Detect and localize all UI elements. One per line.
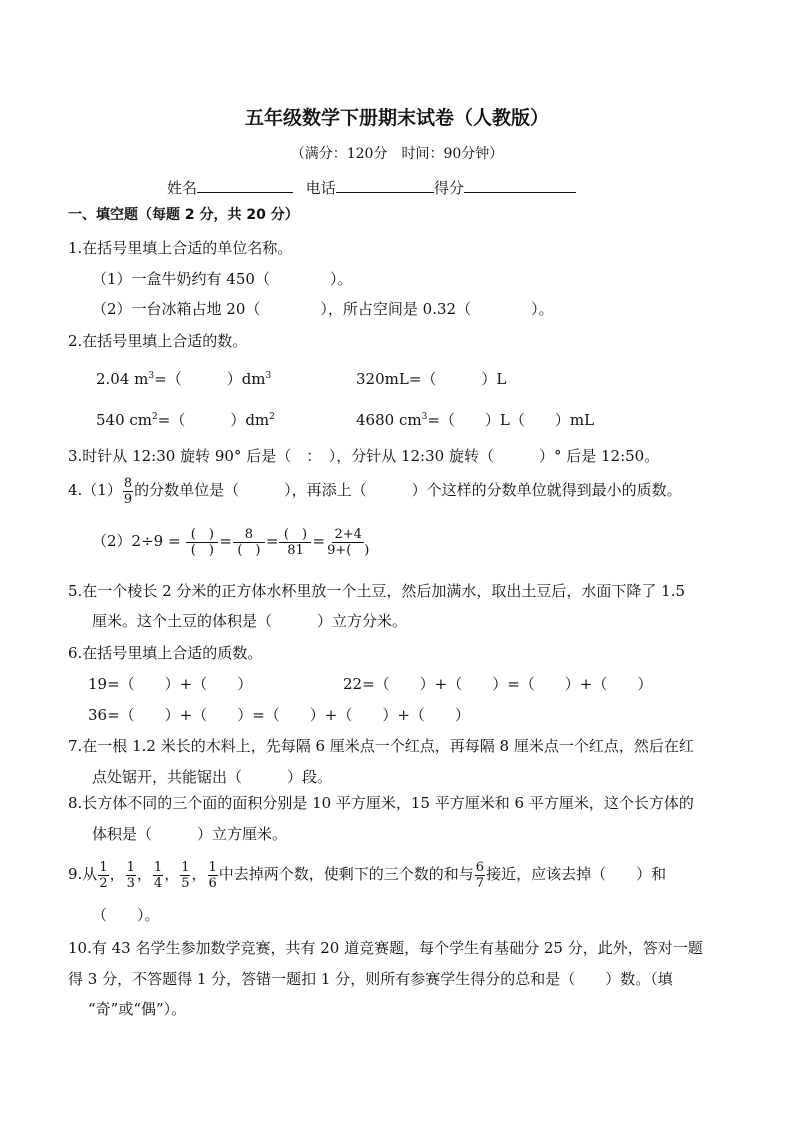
section-heading: 一、填空题（每题 2 分，共 20 分） xyxy=(68,207,299,223)
question-9-line-2: （ ）。 xyxy=(92,906,160,924)
question-6-item-22: 22=（ ）+（ ）=（ ）+（ ） xyxy=(343,675,653,693)
fraction-blank-1: ( ) ( ) xyxy=(186,527,218,558)
fraction-1-5: $\frac{1}{5}$ xyxy=(181,859,190,891)
question-1-part-2: （2）一台冰箱占地 20（ ），所占空间是 0.32（ ）。 xyxy=(92,300,554,318)
question-10-line-1: 10.有 43 名学生参加数学竞赛，共有 20 道竞赛题，每个学生有基础分 25 分，此外，答对一题 xyxy=(68,939,703,957)
question-2-item-b: 320mL=（ ）L xyxy=(356,370,507,388)
fraction-1-4: $\frac{1}{4}$ xyxy=(153,859,163,891)
question-2-item-a: 2.04 $m^3=$（ ）$dm^3$ xyxy=(96,370,272,388)
question-9-line-1: 9.从 $\frac{1}{2}$ ， $\frac{1}{3}$ ， $\frac{1}{4}$ ， $\frac{1}{5}$ ， $\frac{1}{6}$ 中去掉两个数，使剩下的三个数的和与 $\frac{6}{7}$ 接近，应该去掉（ ）和 xyxy=(68,859,667,891)
question-7-line-2: 点处锯开，共能锯出（ ）段。 xyxy=(92,768,333,786)
question-5-line-2: 厘米。这个土豆的体积是（ ）立方分米。 xyxy=(92,612,408,630)
page-title: 五年级数学下册期末试卷（人教版） xyxy=(244,107,549,129)
question-1-part-1: （1）一盒牛奶约有 450（ ）。 xyxy=(92,270,353,288)
question-4-part-2: （2）2÷9 = ( ) ( ) = 8 ( ) = ( ) 81 = $\frac{2+4}{9+( )}$ xyxy=(92,526,370,558)
name-field[interactable] xyxy=(197,176,293,193)
question-5-line-1: 5.在一个棱长 2 分米的正方体水杯里放一个土豆，然后加满水，取出土豆后，水面下降了 1.5 xyxy=(68,582,686,600)
question-6-item-19: 19=（ ）+（ ） xyxy=(88,675,253,693)
question-6-stem: 6.在括号里填上合适的质数。 xyxy=(68,644,263,662)
question-7-line-1: 7.在一根 1.2 米长的木料上，先每隔 6 厘米点一个红点，再每隔 8 厘米点一个红点，然后在红 xyxy=(68,737,694,755)
student-info-line xyxy=(167,176,576,198)
question-8-line-1: 8.长方体不同的三个面的面积分别是 10 平方厘米，15 平方厘米和 6 平方厘米，这个长方体的 xyxy=(68,794,694,812)
question-10-line-3: “奇”或“偶”）。 xyxy=(88,1000,187,1018)
fraction-blank-4: $\frac{2+4}{9+( )}$ xyxy=(327,526,370,558)
question-10-line-2: 得 3 分，不答题得 1 分，答错一题扣 1 分，则所有参赛学生得分的总和是（ ）数。（填 xyxy=(68,970,673,988)
phone-field[interactable] xyxy=(336,176,434,193)
fraction-8-9: $\frac{8}{9}$ xyxy=(123,475,133,507)
question-8-line-2: 体积是（ ）立方厘米。 xyxy=(92,825,288,843)
question-2-stem: 2.在括号里填上合适的数。 xyxy=(68,332,248,350)
question-1-stem: 1.在括号里填上合适的单位名称。 xyxy=(68,239,293,257)
fraction-blank-3: ( ) 81 xyxy=(279,527,311,558)
fraction-6-7: $\frac{6}{7}$ xyxy=(475,859,485,891)
question-4-part-1: 4.（1） $\frac{8}{9}$ 的分数单位是（ ），再添上（ ）个这样的分数单位就得到最小的质数。 xyxy=(68,475,682,507)
name-label: 姓名 xyxy=(167,179,198,197)
question-6-item-36: 36=（ ）+（ ）=（ ）+（ ）+（ ） xyxy=(88,706,470,724)
fraction-1-2: $\frac{1}{2}$ xyxy=(99,859,108,891)
question-3: 3.时针从 12:30 旋转 90° 后是（ ： ），分针从 12:30 旋转（ ）° 后是 12:50。 xyxy=(68,447,660,465)
question-2-item-c: 540 $cm^2=$（ ）$dm^2$ xyxy=(96,411,275,429)
question-2-item-d: 4680 $cm^3=$（ ）L（ ）mL xyxy=(356,411,595,429)
score-field[interactable] xyxy=(464,176,576,193)
fraction-1-3: $\frac{1}{3}$ xyxy=(126,859,135,891)
fraction-1-6: $\frac{1}{6}$ xyxy=(208,859,217,891)
exam-info: （满分：120分 时间：90分钟） xyxy=(290,146,504,162)
fraction-blank-2: 8 ( ) xyxy=(233,527,265,558)
score-label: 得分 xyxy=(433,179,464,197)
phone-label: 电话 xyxy=(305,179,336,197)
